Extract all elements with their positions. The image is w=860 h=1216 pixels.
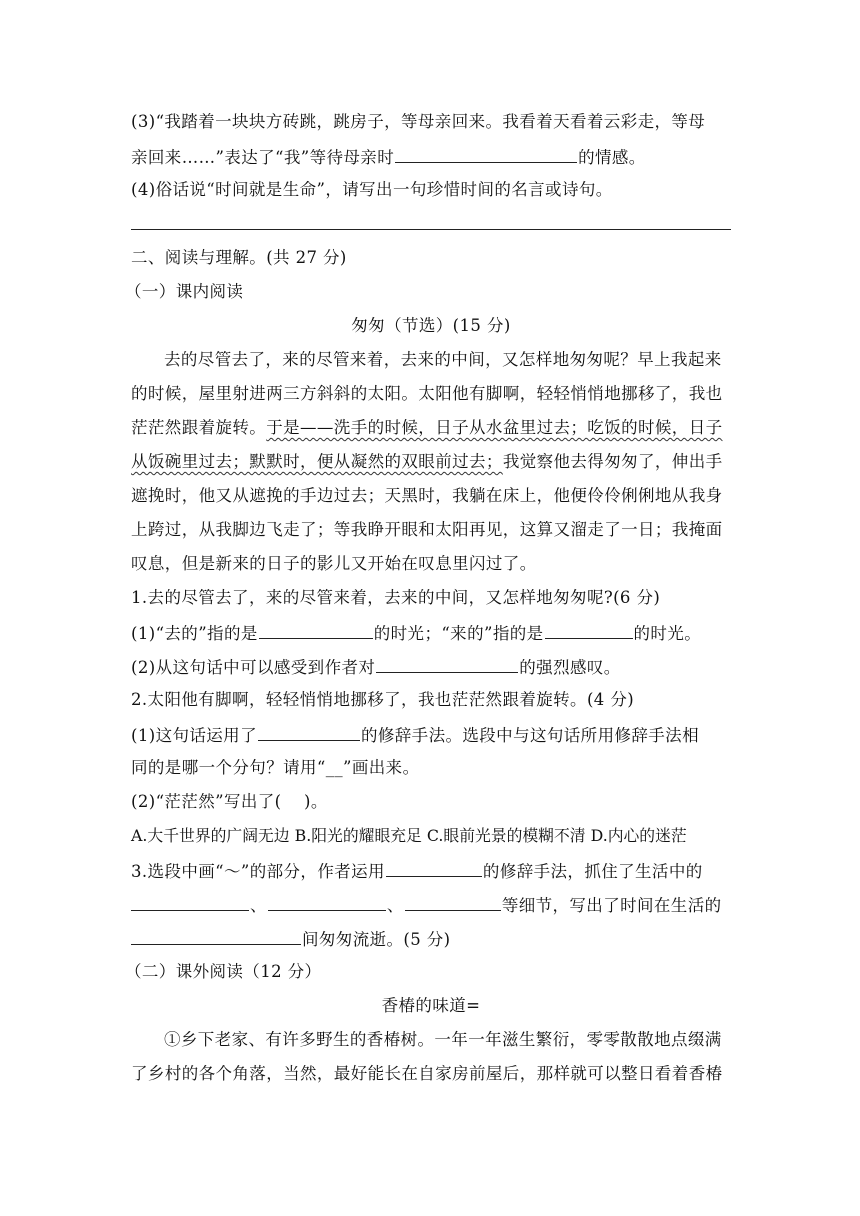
q1-sub2-text: 的强烈感叹。 xyxy=(519,658,621,677)
q2-stem: 2.太阳他有脚啊，轻轻悄悄地挪移了，我也茫茫然跟着旋转。(4 分) xyxy=(131,690,635,709)
q3-text: 3.选段中画“～”的部分，作者运用 xyxy=(131,862,385,881)
q2-sub1 xyxy=(131,724,731,746)
passage1-line: 去的尽管去了，来的尽管来着，去来的中间，又怎样地匆匆呢？早上我起来 xyxy=(164,350,722,369)
q3-separator: 、 xyxy=(386,896,404,915)
q2-sub2[interactable]: (2)“茫茫然”写出了( )。 xyxy=(131,792,328,811)
q4-answer-line[interactable] xyxy=(131,229,731,230)
q1-sub1-text: 的时光。 xyxy=(633,624,702,643)
answer-blank[interactable] xyxy=(259,622,373,639)
passage2-line: ①乡下老家、有许多野生的香椿树。一年一年滋生繁衍，零零散散地点缀满 xyxy=(164,1030,722,1049)
passage1-line: 遮挽时，他又从遮挽的手边过去；天黑时，我躺在床上，他便伶伶俐俐地从我身 xyxy=(131,486,723,505)
q1-sub1-text: 的时光；“来的”指的是 xyxy=(373,624,544,643)
q3-poem-text-a: 亲回来……”表达了“我”等待母亲时 xyxy=(131,148,395,167)
answer-blank[interactable] xyxy=(545,622,633,639)
q3-separator: 、 xyxy=(250,896,267,915)
q1-sub1-text: (1)“去的”指的是 xyxy=(131,624,258,643)
answer-blank[interactable] xyxy=(395,146,577,163)
answer-blank[interactable] xyxy=(268,894,386,911)
q3-text: 间匆匆流逝。(5 分) xyxy=(302,930,451,949)
q3-line1 xyxy=(131,860,731,882)
q3-line2 xyxy=(131,894,731,916)
q2-sub1-text: (1)这句话运用了 xyxy=(131,726,257,745)
q3-line3 xyxy=(131,928,731,950)
answer-blank[interactable] xyxy=(131,894,249,911)
q3-text: 的修辞手法，抓住了生活中的 xyxy=(482,862,703,881)
q3-poem-text-b: 的情感。 xyxy=(578,148,646,167)
passage1-line: 上跨过，从我脚边飞走了；等我睁开眼和太阳再见，这算又溜走了一日；我掩面 xyxy=(131,520,723,539)
passage1-line xyxy=(131,452,731,472)
wavy-underlined-fragment: 于是——洗手的时候，日子从水盆里过去；吃饭的时候，日子 xyxy=(266,418,723,437)
part2-heading: （二）课外阅读（12 分） xyxy=(125,962,322,981)
answer-blank[interactable] xyxy=(405,894,501,911)
answer-blank[interactable] xyxy=(386,860,482,877)
part1-heading: （一）课内阅读 xyxy=(125,282,244,301)
wavy-underlined-fragment: 从饭碗里过去；默默时，便从凝然的双眼前过去； xyxy=(131,452,503,471)
passage1-title: 匆匆（节选）(15 分) xyxy=(351,316,511,335)
q3-text: 等细节，写出了时间在生活的 xyxy=(501,896,722,915)
q3-poem-line1: (3)“我踏着一块块方砖跳，跳房子，等母亲回来。我看着天看着云彩走，等母 xyxy=(131,112,706,131)
q2-sub1-line2: 同的是哪一个分句？请用“__”画出来。 xyxy=(131,758,420,777)
passage1-line xyxy=(131,418,731,438)
answer-blank[interactable] xyxy=(376,656,518,673)
passage1-line: 的时候，屋里射进两三方斜斜的太阳。太阳他有脚啊，轻轻悄悄地挪移了，我也 xyxy=(131,384,723,403)
passage1-fragment: 我觉察他去得匆匆了，伸出手 xyxy=(502,452,723,471)
q3-poem-line2 xyxy=(131,146,731,168)
passage1-fragment: 茫茫然跟着旋转。 xyxy=(131,418,267,437)
q1-sub2-text: (2)从这句话中可以感受到作者对 xyxy=(131,658,376,677)
q2-sub1-text: 的修辞手法。选段中与这句话所用修辞手法相 xyxy=(360,726,699,745)
q2-options[interactable]: A.大千世界的广阔无边 B.阳光的耀眼充足 C.眼前光景的模糊不清 D.内心的迷茫 xyxy=(131,826,687,845)
answer-blank[interactable] xyxy=(258,724,360,741)
q1-sub1 xyxy=(131,622,731,644)
answer-blank[interactable] xyxy=(131,928,301,945)
q4-question: (4)俗话说“时间就是生命”，请写出一句珍惜时间的名言或诗句。 xyxy=(131,180,613,199)
section2-heading: 二、阅读与理解。(共 27 分) xyxy=(131,248,347,267)
q1-sub2 xyxy=(131,656,731,678)
passage1-line: 叹息，但是新来的日子的影儿又开始在叹息里闪过了。 xyxy=(131,554,537,573)
passage2-title: 香椿的味道= xyxy=(381,996,481,1015)
q1-stem: 1.去的尽管去了，来的尽管来着，去来的中间，又怎样地匆匆呢?(6 分) xyxy=(131,588,661,607)
passage2-line: 了乡村的各个角落，当然，最好能长在自家房前屋后，那样就可以整日看着香椿 xyxy=(131,1064,723,1083)
